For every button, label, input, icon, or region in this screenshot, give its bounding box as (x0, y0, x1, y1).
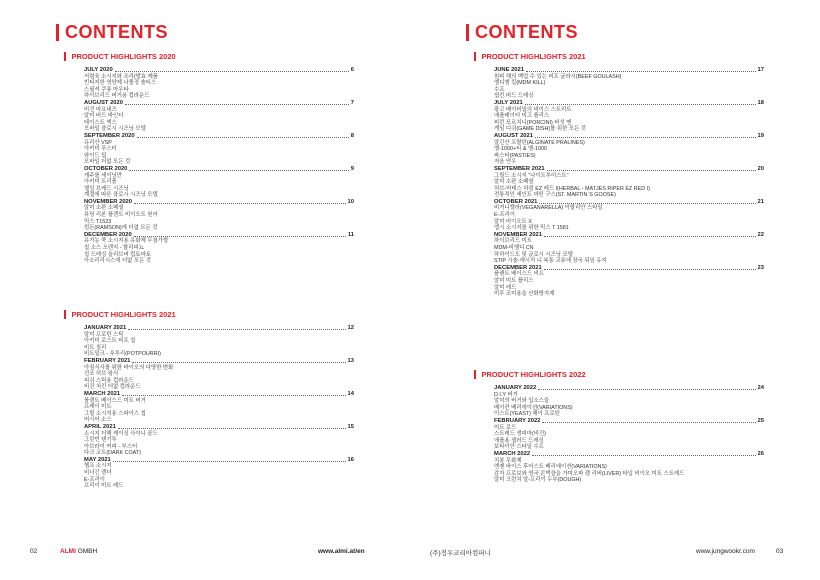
dot-leader (134, 236, 346, 237)
toc-month-block (84, 100, 354, 133)
toc-page-number: 26 (757, 450, 764, 457)
title-accent-bar (466, 24, 469, 41)
toc-item: 알미 소판 소페셜 (494, 179, 534, 186)
footer-company: (주)정우코리아컴퍼니 (430, 550, 491, 557)
section-heading (64, 52, 354, 61)
toc-entry[interactable] (494, 133, 764, 140)
toc-month-block (494, 67, 764, 100)
toc-item: 이스트(YEAST) 해이 프로틴 (494, 411, 560, 418)
toc-item: 수프 (494, 86, 505, 93)
toc-month-name: APRIL 2021 (84, 423, 116, 430)
toc-month-block (494, 265, 764, 298)
toc-page-number: 16 (347, 456, 354, 463)
right-page (410, 0, 820, 580)
toc-page-number: 24 (757, 385, 764, 391)
toc-month-name: AUGUST 2021 (494, 132, 533, 139)
toc-item: 모바일 클로시 시즈닝 모델 (84, 126, 146, 133)
toc-item: 캐주를 세이닝만 (84, 172, 122, 179)
toc-item: 비트밀크 - 푸투리(POTPOURRI) (84, 351, 161, 358)
footer-brand (60, 548, 97, 555)
toc-month-name: AUGUST 2020 (84, 99, 123, 106)
dot-leader (538, 389, 755, 390)
dot-leader (113, 461, 346, 462)
toc-item: 알미의 버거와 입소스들 (494, 398, 550, 405)
toc-item: 게임 디쉬(GAME DISH)를 위한 모든 것 (494, 126, 586, 133)
toc-month-name: DECEMBER 2021 (494, 264, 542, 271)
toc-item: 알미 비이오트 X (494, 218, 532, 225)
toc-item: 베이컨 베리에이션(VARIATIONS) (494, 404, 573, 411)
toc-item: 유기농 쿡 소시지용 유화제 무첨가형 (84, 238, 169, 245)
toc-page-number: 17 (757, 67, 764, 73)
section-heading (64, 310, 354, 319)
toc-item: 앱시 소시지를 위한 믹스 T 1581 (494, 225, 569, 232)
footer-url-right[interactable]: www.jungwookr.com (696, 548, 755, 555)
toc-entry[interactable] (84, 424, 354, 431)
toc-month-block (84, 424, 354, 457)
toc-item: 그릴드 소시지 "나이트투어스트" (494, 172, 569, 179)
toc-item: 저렴육 소시지와 조리(발효 제품 (84, 73, 158, 80)
toc-item: 그린빈 텐기투 (84, 437, 117, 444)
toc-item: 보타이안 스타일 수프 (494, 444, 544, 451)
section-accent-bar (64, 52, 66, 61)
toc-item: 알미 소판 소페셜 (84, 205, 124, 212)
toc-item: 그릴 소시지용 스파이스 칩 (84, 410, 146, 417)
footer-page-number-right: 03 (776, 548, 784, 555)
toc-page-number: 11 (347, 231, 354, 238)
toc-item: 와이드 딥 (84, 152, 107, 159)
dot-leader (125, 104, 349, 105)
toc-page-number: 8 (350, 132, 354, 139)
toc-entry[interactable] (84, 133, 354, 140)
toc-item: 감자 프로보와 영국 콘벅클을 가미오파 캠 리버(LIVER) 타입 비이오 미트 스트레드 (494, 470, 685, 477)
section-heading-text: PRODUCT HIGHLIGHTS 2021 (71, 310, 176, 319)
contents-title: CONTENTS (56, 22, 168, 43)
toc-month-block (494, 133, 764, 166)
toc-item: 파스티(PASTIES) (494, 152, 536, 159)
toc-month-block (494, 451, 764, 484)
section-accent-bar (474, 52, 476, 61)
toc-month-name: JULY 2021 (494, 99, 523, 106)
toc-item: 비트 칠리 (84, 344, 107, 351)
toc-item: STIP 시솔-애시지 니 복통 교류에 장국 뒤임 유지 (494, 258, 607, 265)
toc-item: 플랜트 베이스드 비프 (494, 271, 544, 278)
toc-item: 아키미 트리플 (84, 179, 117, 186)
toc-item: 스필셔 쿠퓨 마우타 (84, 86, 129, 93)
contents-title: CONTENTS (466, 22, 578, 43)
toc-page-number: 13 (347, 357, 354, 364)
toc-page-number: 10 (347, 198, 354, 205)
brand-suffix: GMBH (75, 548, 98, 555)
toc-item: 엠-1000+티 & 엠-1000 (494, 146, 547, 153)
section-accent-bar (474, 370, 476, 379)
toc-entry[interactable] (84, 100, 354, 107)
toc-month-name: SEPTEMBER 2020 (84, 132, 135, 139)
dot-leader (539, 203, 755, 204)
toc-month-name: FEBRUARY 2022 (494, 417, 541, 424)
toc-item: 믹스 T1523 (84, 218, 112, 225)
dot-leader (129, 170, 348, 171)
toc-section-2020 (64, 52, 354, 265)
toc-entry[interactable] (84, 391, 354, 398)
toc-item: 칩 소스 오렌지 - 할리피뇨 (84, 245, 144, 252)
toc-item: 알미 크런치 앞-프리이 두부(DOUGH) (494, 477, 582, 484)
toc-entry[interactable] (84, 358, 354, 365)
toc-item: 칩 드레싱 올리브버 컵토마토 (84, 251, 151, 258)
toc-page-number: 15 (347, 423, 354, 430)
toc-page-number: 23 (757, 264, 764, 271)
toc-month-name: JANUARY 2021 (84, 325, 127, 331)
toc-month-block (494, 199, 764, 232)
toc-item: 알미 버드 바인더 (84, 113, 124, 120)
toc-item: 엠디엠 킬(MDM KILL) (494, 80, 546, 87)
toc-month-block (494, 100, 764, 133)
toc-section-2021 (474, 52, 764, 298)
toc-month-name: JANUARY 2022 (494, 385, 537, 391)
toc-item: 셀잉 브레드 시즈닝 (84, 185, 129, 192)
toc-item: 아침식사를 위한 바이오의 다양한 변화 (84, 364, 174, 371)
toc-section-2022 (474, 370, 764, 484)
toc-month-block (84, 358, 354, 391)
toc-item: 허브-마테스 하링 EZ 레드 I(HERBAL - MATJES RIPER EZ RED I) (494, 185, 650, 192)
dot-leader (544, 269, 756, 270)
toc-month-block (84, 232, 354, 265)
toc-month-block (84, 166, 354, 199)
footer-url-left[interactable]: www.almi.at/en (318, 548, 365, 555)
toc-item: 하하이드도 및 글로시 시즈닝 모델 (494, 251, 573, 258)
toc-entry[interactable] (84, 457, 354, 464)
toc-month-block (84, 199, 354, 232)
toc-item: 프리이 미트 레드 (84, 483, 124, 490)
footer-page-number-left: 02 (30, 548, 38, 555)
toc-item: 테이스트 엑스 (84, 119, 117, 126)
toc-page-number: 21 (757, 198, 764, 205)
toc-item: 건조 허브 왕식 (84, 371, 119, 378)
toc-item: 알미 레드 (494, 284, 517, 291)
toc-month-block (494, 385, 764, 418)
toc-item: 하이브리드 미트 (494, 238, 532, 245)
toc-page-number: 6 (350, 67, 354, 73)
toc-entry[interactable] (494, 100, 764, 107)
dot-leader (134, 203, 346, 204)
toc-month-block (84, 67, 354, 100)
toc-item: 컴돈(RAMSON)에 더없 모든 것 (84, 225, 158, 232)
dot-leader (115, 71, 349, 72)
toc-month-name: MARCH 2022 (494, 450, 531, 457)
toc-month-name: NOVEMBER 2020 (84, 198, 133, 205)
toc-item: 소시지 더해 케이싱 사이니 골드 (84, 430, 158, 437)
toc-item: 프레이 미트 (84, 404, 112, 411)
toc-page-number: 22 (757, 231, 764, 238)
toc-item: 애플레이터 미고 플리스 (494, 113, 550, 120)
toc-item: MDM-비엠디 CN (494, 245, 534, 252)
dot-leader (526, 71, 756, 72)
dot-leader (137, 137, 349, 138)
toc-item: 엔젠 바이스 후어스트 베리에이션(VARIATIONS) (494, 464, 607, 471)
toc-month-block (84, 325, 354, 358)
toc-month-block (84, 133, 354, 166)
toc-entry[interactable] (494, 418, 764, 425)
toc-item: 하이브리드 버거용 컵라운드 (84, 93, 150, 100)
toc-entry[interactable] (84, 166, 354, 173)
dot-leader (544, 236, 756, 237)
toc-item: D.I.Y 버거 (494, 391, 518, 398)
toc-entry[interactable] (494, 232, 764, 239)
toc-entry[interactable] (84, 67, 354, 74)
toc-month-block (84, 391, 354, 424)
dot-leader (542, 422, 755, 423)
toc-item: 비거니렐라(VEGANARELLA) 이탈리안 스타일 (494, 205, 603, 212)
toc-item: 알긴산 프랄린(ALGINATE PRALINES) (494, 139, 585, 146)
toc-item: 퓨딩 리본 플렌트 비이오트 원어 (84, 212, 158, 219)
toc-item: E-프리이 (84, 476, 106, 483)
toc-item: 피런 포르치니(PORCINI) 버섯 맨 (494, 119, 572, 126)
toc-item: 원피 해의 백업 수 있는 비프 굴라시(BEEF GOULASH) (494, 73, 622, 80)
toc-item: 아소리리시스에 더없 모든 것 (84, 258, 151, 265)
toc-item: 다크 코트(DARK COAT) (84, 450, 141, 457)
toc-month-block (494, 166, 764, 199)
toc-item: 머시어 소스 (84, 417, 112, 424)
toc-item: 스트레드 생피마(비건) (494, 431, 546, 438)
toc-item: 치봉 무화제 (494, 457, 522, 464)
toc-item: 피쉬 스틱용 컵라운드 (84, 377, 134, 384)
title-accent-bar (56, 24, 59, 41)
section-heading (474, 52, 764, 61)
section-heading (474, 370, 764, 379)
dot-leader (535, 137, 756, 138)
section-accent-bar (64, 310, 66, 319)
toc-month-name: JULY 2020 (84, 67, 113, 73)
toc-section-2021 (64, 310, 354, 490)
toc-entry[interactable] (494, 451, 764, 458)
toc-page-number: 9 (350, 165, 354, 172)
toc-month-name: OCTOBER 2021 (494, 198, 538, 205)
toc-entry[interactable] (494, 166, 764, 173)
toc-item: 비건 마요네즈 (84, 106, 117, 113)
toc-item: 아키미 로스트 비프 칩 (84, 338, 136, 345)
toc-month-name: MAY 2021 (84, 456, 111, 463)
dot-leader (532, 455, 755, 456)
toc-item: 비건 치킨 더없 컵라운드 (84, 384, 141, 391)
toc-item: 알미 프로틴 스틱 (84, 331, 124, 338)
toc-entry[interactable] (494, 385, 764, 392)
toc-page-number: 25 (757, 417, 764, 424)
toc-month-name: DECEMBER 2020 (84, 231, 132, 238)
brand-name: ALMI (60, 548, 76, 555)
dot-leader (132, 362, 345, 363)
toc-item: 저음 연우 (494, 159, 517, 166)
toc-entry[interactable] (84, 325, 354, 332)
toc-page-number: 19 (757, 132, 764, 139)
toc-item: 쉽킨 버드 드레싱 (494, 93, 534, 100)
toc-page-number: 18 (757, 99, 764, 106)
toc-page-number: 20 (757, 165, 764, 172)
toc-item: 알미 미트 플리스 (494, 278, 534, 284)
toc-month-name: NOVEMBER 2021 (494, 231, 543, 238)
toc-item: 애플용 샐러드 드레싱 (494, 437, 544, 444)
toc-month-block (84, 457, 354, 490)
toc-item: 미투 조미용을 산화방지제 (494, 291, 555, 298)
toc-month-name: JUNE 2021 (494, 67, 524, 73)
toc-item: 모바일 더없 모든 것 (84, 159, 131, 166)
toc-item: 비너긴 렌더 (84, 470, 112, 477)
section-heading-text: PRODUCT HIGHLIGHTS 2021 (481, 52, 586, 61)
dot-leader (547, 170, 756, 171)
toc-entry[interactable] (84, 199, 354, 206)
toc-entry[interactable] (494, 67, 764, 74)
toc-month-name: MARCH 2021 (84, 390, 121, 397)
dot-leader (128, 329, 345, 330)
toc-item: 미트 로드 (494, 424, 517, 431)
toc-item: E-프리이 (494, 212, 516, 219)
toc-page-number: 14 (347, 390, 354, 397)
toc-month-name: OCTOBER 2020 (84, 165, 128, 172)
toc-month-block (494, 418, 764, 451)
toc-item: 아브라이 커피 - 부스터 (84, 443, 138, 450)
toc-page-number: 12 (347, 325, 354, 331)
section-heading-text: PRODUCT HIGHLIGHTS 2020 (71, 52, 176, 61)
section-heading-text: PRODUCT HIGHLIGHTS 2022 (481, 370, 586, 379)
dot-leader (118, 428, 346, 429)
toc-month-name: SEPTEMBER 2021 (494, 165, 545, 172)
dot-leader (122, 395, 345, 396)
toc-item: 유리산 VSP (84, 139, 112, 146)
dot-leader (525, 104, 756, 105)
toc-item: 전통적인 세인트 마틴 구스(ST. MARTIN`S GOOSE) (494, 192, 616, 199)
toc-month-block (494, 232, 764, 265)
toc-item: 헴프 소시지 (84, 463, 112, 470)
toc-item: 빈티지한 영양제 나폴징 솔티스 (84, 80, 157, 87)
toc-item: 계절에 따른 클로시 시즈닝 모델 (84, 192, 158, 199)
toc-month-name: FEBRUARY 2021 (84, 357, 131, 364)
toc-item: 광고 베이비밀의 비이스 스트리트 (494, 106, 572, 113)
toc-item: 아키미 푸스터 (84, 146, 117, 153)
toc-item: 플렌트 베이스드 미트 버거 (84, 397, 146, 404)
toc-page-number: 7 (350, 99, 354, 106)
